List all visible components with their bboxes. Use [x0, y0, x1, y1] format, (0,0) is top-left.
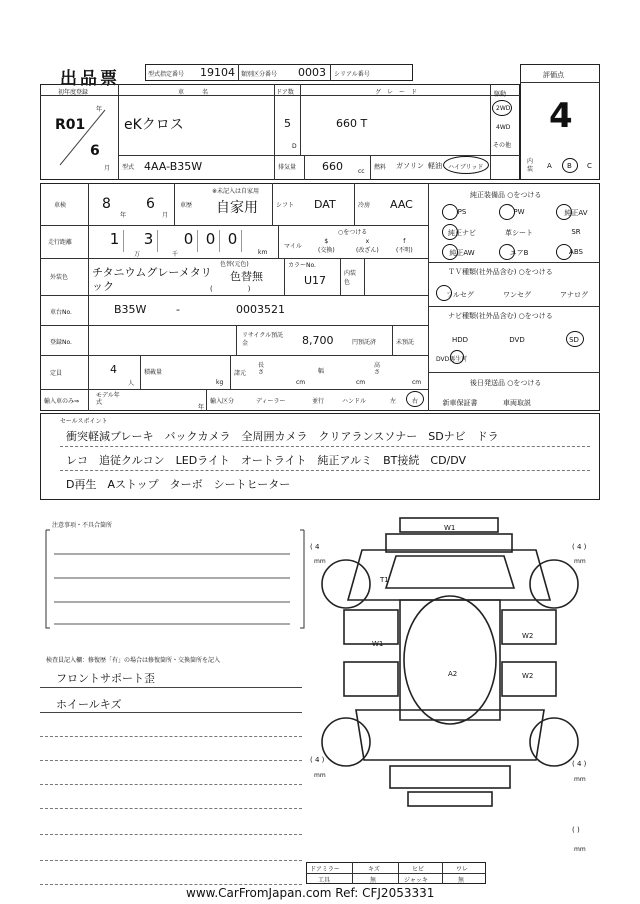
first-reg-year: R01 [55, 117, 86, 133]
handle-circle [406, 391, 424, 407]
first-reg-month: 6 [90, 143, 100, 159]
serial-no-label: シリアル番号 [334, 71, 370, 78]
tread-fl: ( 4 [310, 543, 320, 551]
option-item: 純正ナビ [448, 229, 476, 237]
chassis-no: 0003521 [236, 303, 285, 316]
mileage-digit: 3 [140, 230, 158, 252]
option-item: PW [513, 208, 525, 216]
inspection-month: 6 [146, 196, 155, 212]
model-no: 19104 [200, 66, 235, 79]
first-reg-label: 初年度登録 [58, 89, 89, 96]
option-item: PS [457, 208, 467, 216]
sales-line-2: レコ 追従クルコン LEDライト オートライト 純正アルミ BT接続 CD/DV [66, 454, 467, 467]
diagram-mark: W2 [522, 672, 534, 680]
class-no: 0003 [298, 66, 326, 79]
mileage-digit: 0 [180, 230, 198, 252]
score-value: 4 [549, 96, 573, 136]
interior-circle [562, 158, 578, 173]
diagram-mark: A2 [448, 670, 458, 678]
color-change: 色替無 [230, 270, 263, 283]
capacity: 4 [110, 363, 117, 376]
grade: 660 T [336, 117, 368, 130]
mileage-digit: 0 [224, 230, 242, 252]
score-label: 評価点 [543, 71, 564, 79]
fuel-circle [443, 156, 489, 174]
option-item: エアB [509, 249, 529, 257]
tread-fr: ( 4 ) [572, 543, 587, 551]
drive-circle [492, 100, 512, 116]
car-name-label: 車 名 [178, 89, 209, 96]
exterior-color: チタニウムグレーメタリック [92, 266, 212, 293]
chassis-prefix: B35W [114, 303, 147, 316]
color-no: U17 [304, 274, 327, 287]
tread-rl: ( 4 ) [310, 756, 325, 764]
caution-bracket [40, 524, 310, 634]
diagram-mark: W1 [372, 640, 384, 648]
note-2: ホイールキズ [56, 698, 122, 711]
usage-history: 自家用 [216, 200, 258, 216]
option-item: 新車保証書 [442, 399, 478, 407]
form-title: 出品票 [60, 69, 120, 89]
class-no-label: 類別区分番号 [241, 71, 278, 78]
option-item: 純正AW [449, 249, 475, 257]
options-title: 純正装備品 ○をつける [470, 191, 542, 199]
option-item: フルセグ [446, 291, 474, 299]
option-item: 車両取説 [503, 399, 531, 407]
tv-title: ＴＶ種類(社外品含む) ○をつける [448, 268, 553, 276]
doors: 5 [284, 117, 291, 130]
tread-rr: ( 4 ) [572, 760, 587, 768]
ac: AAC [390, 198, 413, 211]
inspection-year: 8 [102, 196, 111, 212]
shift: DAT [314, 198, 336, 211]
model-no-label: 型式指定番号 [148, 71, 185, 78]
option-item: アナログ [560, 291, 588, 299]
tread-spare: ( ) [572, 826, 580, 834]
option-item: 純正AV [564, 209, 588, 217]
grade-label: グ レ ー ド [375, 89, 418, 96]
option-item: ワンセグ [503, 291, 531, 299]
dvd-label: DVD再生可 [436, 356, 468, 363]
sales-line-1: 衝突軽減ブレーキ バックカメラ 全周囲カメラ クリアランスソナー SDナビ ドラ [66, 430, 499, 443]
option-item: SD [569, 336, 579, 344]
diagram-mark: W2 [522, 632, 534, 640]
diagram-mark: T1 [380, 576, 389, 584]
option-item: 革シート [505, 229, 533, 237]
sales-line-3: D再生 Aストップ ターボ シートヒーター [66, 478, 291, 491]
car-diagram [300, 510, 600, 860]
model-type: 4AA-B35W [144, 160, 203, 173]
caution-label: 注意事項・不具合箇所 [52, 522, 113, 529]
car-name: eKクロス [124, 117, 184, 133]
footer-ref: www.CarFromJapan.com Ref: CFJ2053331 [186, 886, 435, 900]
recycle-fee: 8,700 [302, 334, 334, 347]
sales-label: セールスポイント [60, 418, 108, 425]
mileage-digit: 1 [106, 230, 124, 252]
mileage-digit: 0 [202, 230, 220, 252]
inspector-label: 検査員記入欄：修復歴「有」の場合は修復箇所・交換箇所を記入 [46, 657, 221, 664]
navi-title: ナビ種類(社外品含む) ○をつける [448, 312, 553, 320]
header-id-box [145, 64, 413, 81]
diagram-mark: W1 [444, 524, 456, 532]
after-title: 後日発送品 ○をつける [470, 379, 542, 387]
option-item: ABS [569, 248, 583, 256]
option-item: SR [571, 228, 581, 236]
displacement: 660 [322, 160, 343, 173]
option-item: HDD [451, 336, 469, 344]
option-item: DVD [509, 336, 525, 344]
note-1: フロントサポート歪 [56, 672, 155, 685]
